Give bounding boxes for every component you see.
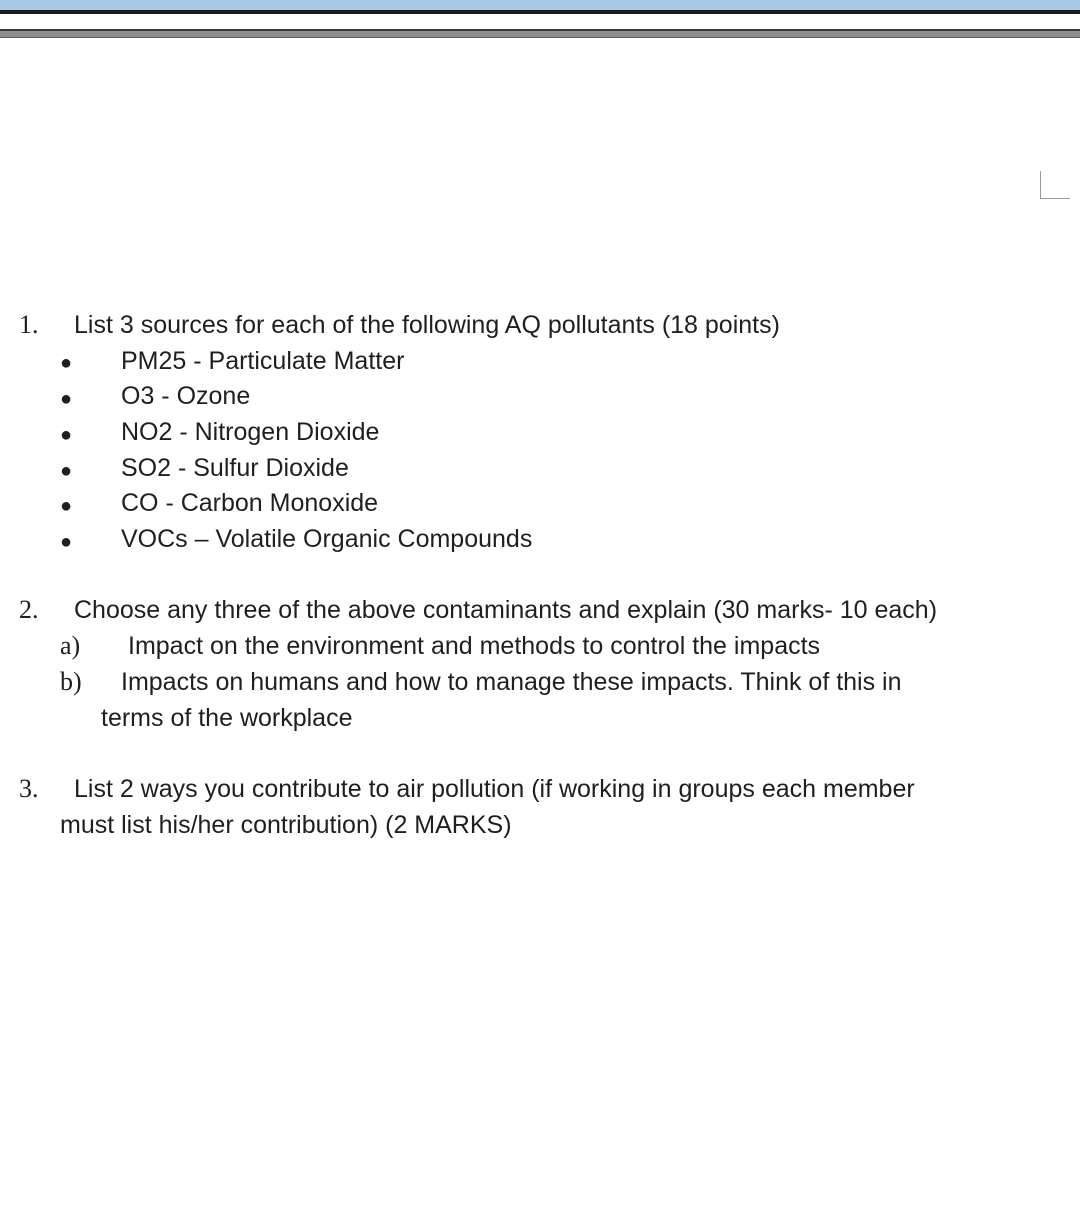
subitem-a-letter: a)	[60, 631, 81, 660]
bullet-icon: ●	[60, 495, 73, 517]
pollutant-no2: NO2 - Nitrogen Dioxide	[121, 418, 380, 446]
pollutant-so2: SO2 - Sulfur Dioxide	[121, 454, 349, 482]
question-3-text-line1: List 2 ways you contribute to air pollution (if working in groups each member	[74, 775, 915, 803]
bullet-icon: ●	[60, 352, 73, 374]
bullet-icon: ●	[60, 424, 73, 446]
bullet-icon: ●	[60, 388, 73, 410]
question-3-text-line2: must list his/her contribution) (2 MARKS)	[60, 811, 512, 839]
subitem-b-letter: b)	[60, 667, 82, 696]
window-top-border	[0, 10, 1080, 14]
pollutant-co: CO - Carbon Monoxide	[121, 489, 379, 517]
bullet-icon: ●	[60, 531, 73, 553]
subitem-b-text-line2: terms of the workplace	[101, 704, 353, 732]
question-1-text: List 3 sources for each of the following AQ pollutants (18 points)	[74, 311, 780, 339]
question-1-number: 1.	[19, 310, 39, 339]
pollutant-pm25: PM25 - Particulate Matter	[121, 347, 405, 375]
question-2-text: Choose any three of the above contaminants and explain (30 marks- 10 each)	[74, 596, 938, 624]
question-3-number: 3.	[19, 774, 39, 803]
window-top-band	[0, 0, 1080, 10]
margin-corner-mark	[1040, 171, 1070, 199]
subitem-a-text: Impact on the environment and methods to control the impacts	[128, 632, 821, 660]
page-ruler-band	[0, 29, 1080, 38]
bullet-icon: ●	[60, 460, 73, 482]
subitem-b-text-line1: Impacts on humans and how to manage these impacts. Think of this in	[121, 668, 902, 696]
question-2-number: 2.	[19, 595, 39, 624]
pollutant-vocs: VOCs – Volatile Organic Compounds	[121, 525, 533, 553]
pollutant-o3: O3 - Ozone	[121, 382, 251, 410]
